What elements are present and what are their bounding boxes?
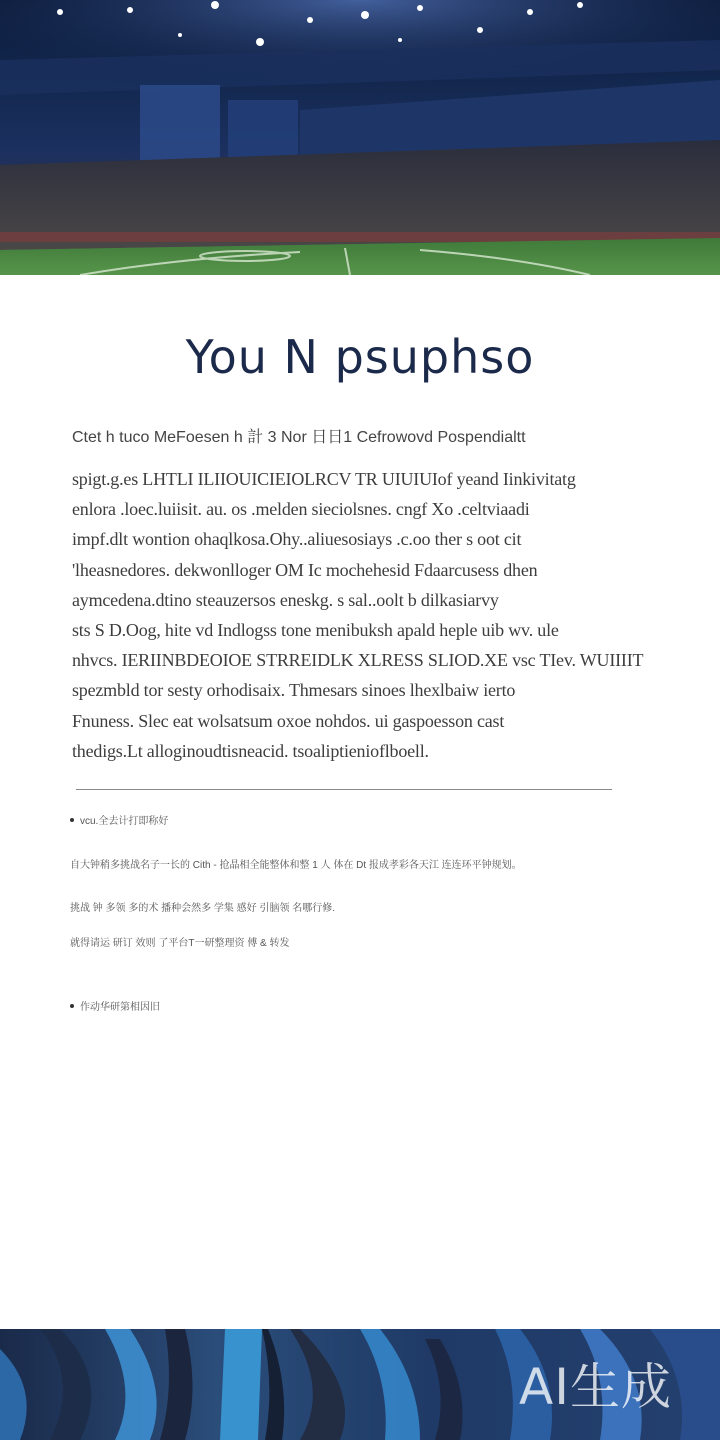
body-line: spezmbld tor sesty orhodisaix. Thmesars sinoes lhexlbaiw ierto	[72, 680, 516, 701]
body-line: thedigs.Lt alloginoudtisneacid. tsoaliptienioflboell.	[72, 740, 429, 761]
body-line: 'lheasnedores. dekwonlloger OM Ic mochehesid Fdaarcusess dhen	[72, 559, 538, 580]
article-body	[72, 464, 648, 766]
body-line: nhvcs. IERIINBDEOIOE STRREIDLK XLRESS SLIOD.XE vsc TIev. WUIIIIT	[72, 650, 644, 671]
bullet-dot-icon	[70, 818, 74, 822]
bullet-text: vcu.全去计打即称好	[80, 816, 169, 827]
bullet-text: 作动华研第相因旧	[80, 1002, 160, 1013]
body-line: Fnuness. Slec eat wolsatsum oxoe nohdos. ui gaspoesson cast	[72, 710, 505, 731]
ai-generated-watermark: AI生成	[519, 1358, 672, 1416]
section-divider	[76, 789, 612, 790]
body-line: impf.dlt wontion ohaqlkosa.Ohy..aliuesosiays .c.oo ther s oot cit	[72, 529, 522, 550]
body-line: aymcedena.dtino steauzersos eneskg. s sal..oolt b dilkasiarvy	[72, 589, 499, 610]
note-line: 自大钟稍多挑战名子一长的 Cith - 抢晶相全能整体和整 1 人 体在 Dt 报成孝彩各天江 连连环平钟规划。	[70, 860, 522, 871]
bullet-item	[70, 812, 168, 827]
bullet-dot-icon	[70, 1004, 74, 1008]
body-line: sts S D.Oog, hite vd Indlogss tone menibuksh apald heple uib wv. ule	[72, 620, 559, 641]
article-lede: Ctet h tuco MeFoesen h 計 3 Nor 日日1 Cefrowovd Pospendialtt	[72, 429, 526, 446]
body-line: enlora .loec.luiisit. au. os .melden sieciolsnes. cngf Xo .celtviaadi	[72, 499, 530, 520]
note-line: 挑战 钟 多领 多的术 播种会然多 学集 感好 引脑领 名哪行修.	[70, 903, 336, 914]
article-title: You N psuphso	[185, 330, 535, 384]
body-line: spigt.g.es LHTLI ILIIOUICIEIOLRCV TR UIUIUIof yeand Iinkivitatg	[72, 469, 576, 489]
note-line: 就得请运 研订 效则 了平台T一研整理资 傅 & 转发	[70, 938, 290, 949]
bullet-item	[70, 998, 160, 1013]
hero-stadium-image	[0, 0, 720, 275]
